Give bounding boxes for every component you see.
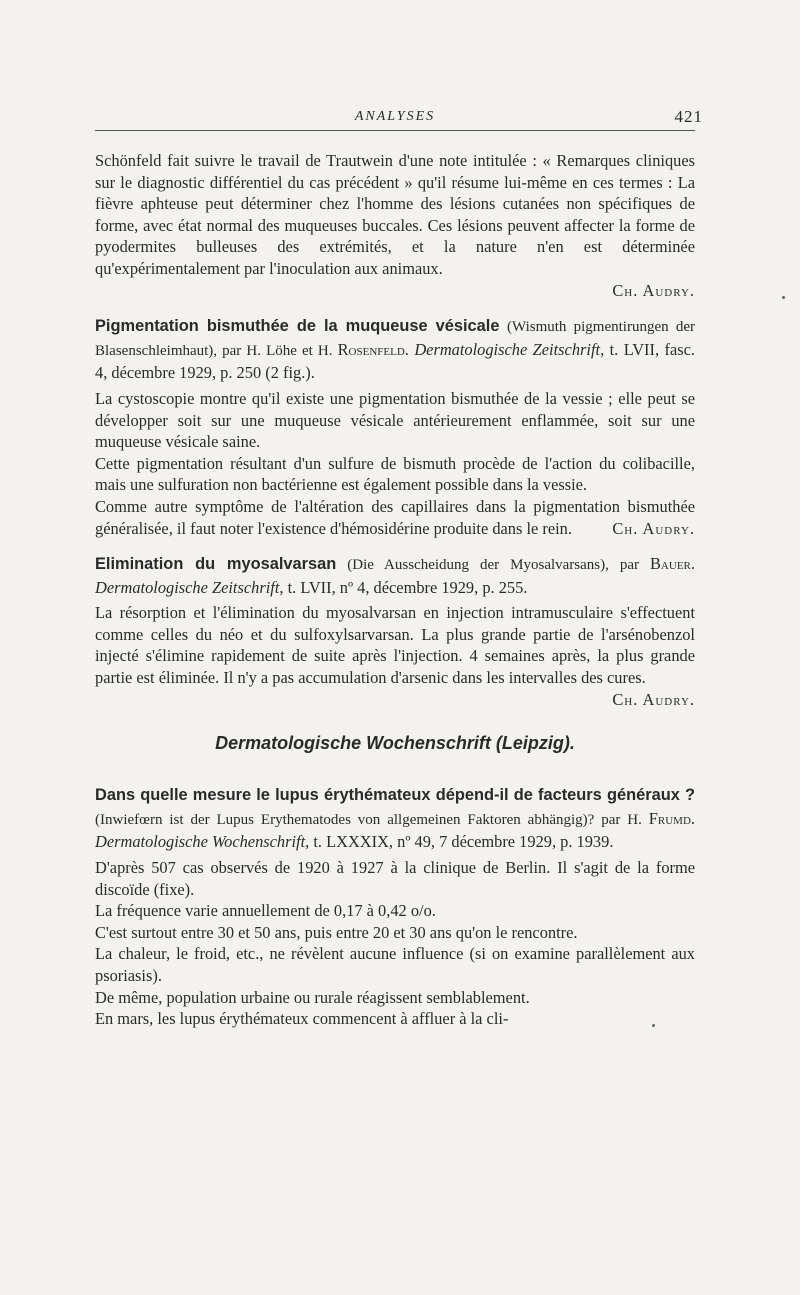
article-signature: Ch. Audry. (612, 518, 695, 538)
article-paragraph-text: La résorption et l'élimination du myosalvarsan en injection intramusculaire s'effectuent comme celles du néo et du sulfoxylsarvarsan. La plus grande partie de l'arsénobenzol injecté s'élimine rapidement de suite après l'injection. 4 semaines après, la plus grande partie est éliminée. Il n'y a pas accumulation d'arsenic dans les intervalles des cures. (95, 603, 695, 688)
intro-section (95, 150, 695, 301)
article-journal: Dermatologische Wochenschrift (95, 832, 306, 852)
article-myosalvarsan (95, 553, 695, 709)
article-paragraph: La cystoscopie montre qu'il existe une pigmentation bismuthée de la vessie ; elle peut se développer soit sur une muqueuse vésicale antérieurement enflammée, soit sur une muqueuse vésicale saine. (95, 388, 695, 452)
article-pigmentation (95, 315, 695, 539)
article-paragraph (95, 496, 695, 539)
article-ref-text: (Die Ausscheidung der Myosalvarsans), par (336, 557, 650, 574)
article-ref-sep: . (690, 554, 695, 574)
article-author: Bauer (650, 554, 691, 574)
article-ref-sep: . (690, 808, 695, 828)
article-title: Pigmentation bismuthée de la muqueuse vésicale (95, 317, 500, 336)
article-journal: Dermatologische Zeitschrift (414, 339, 601, 359)
article-heading (95, 553, 695, 598)
article-heading (95, 315, 695, 384)
running-title: ANALYSES (354, 109, 436, 124)
article-ref-text: (Wismuth pigmentirungen der Blasenschleimhaut), par H. Löhe et H. (95, 319, 695, 359)
article-ref-sep: . (404, 339, 415, 359)
article-paragraph-text: Comme autre symptôme de l'altération des capillaires dans la pigmentation bismuthée généralisée, il faut noter l'existence d'hémosidérine produite dans le rein. (95, 496, 695, 538)
article-paragraph: De même, population urbaine ou rurale réagissent semblablement. (95, 987, 530, 1007)
intro-paragraph: Schönfeld fait suivre le travail de Trautwein d'une note intitulée : « Remarques cliniques sur le diagnostic différentiel du cas précédent » qu'il résume lui-même en ces termes : La fièvre aphteuse peut déterminer chez l'homme des lésions cutanées non spécifiques de forme, avec état normal des muqueuses buccales. Ces lésions peuvent affecter la forme de pyodermites bulleuses des extrémités, et la nature n'en est déterminée qu'expérimentalement par l'inoculation aux animaux. (95, 151, 695, 278)
article-author: Frumd (648, 808, 691, 828)
article-title: Elimination du myosalvarsan (95, 555, 337, 574)
article-signature: Ch. Audry. (612, 689, 695, 709)
article-ref-end: , t. LVII, fasc. 4, décembre 1929, p. 250 (2 fig.). (95, 339, 695, 383)
article-paragraph: D'après 507 cas observés de 1920 à 1927 à la clinique de Berlin. Il s'agit de la forme discoïde (fixe). (95, 858, 695, 899)
article-paragraph: C'est surtout entre 30 et 50 ans, puis entre 20 et 30 ans qu'on le rencontre. (95, 922, 578, 942)
article-journal: Dermatologische Zeitschrift (95, 577, 280, 597)
running-header (95, 107, 703, 131)
article-author: Rosenfeld (337, 339, 405, 359)
article-paragraph: La chaleur, le froid, etc., ne révèlent aucune influence (si on examine parallèlement aux psoriasis). (95, 944, 695, 985)
article-ref-end: , t. LVII, nº 4, décembre 1929, p. 255. (279, 577, 528, 597)
text-column (95, 150, 695, 1030)
article-paragraph: Cette pigmentation résultant d'un sulfure de bismuth procède de l'action du colibacille, mais une sulfuration non bactérienne est également possible dans la vessie. (95, 453, 695, 495)
journal-section-title: Dermatologische Wochenschrift (Leipzig). (215, 732, 575, 753)
page-number: 421 (674, 107, 703, 126)
article-ref-end: , t. LXXXIX, nº 49, 7 décembre 1929, p. 1939. (305, 832, 614, 852)
article-title: Dans quelle mesure le lupus érythémateux dépend-il de facteurs généraux ? (95, 786, 695, 805)
article-paragraph (95, 602, 695, 709)
intro-signature: Ch. Audry. (612, 280, 695, 300)
article-paragraph: En mars, les lupus érythémateux commencent à affluer à la cli- (95, 1009, 509, 1029)
article-heading (95, 784, 695, 853)
article-ref-text: (Inwiefœrn ist der Lupus Erythematodes von allgemeinen Faktoren abhängig)? par H. (95, 811, 649, 828)
article-paragraph: La fréquence varie annuellement de 0,17 à 0,42 o/o. (95, 901, 436, 921)
margin-speck (652, 1024, 655, 1027)
header-rule (95, 130, 695, 131)
margin-speck (782, 296, 785, 299)
article-lupus (95, 784, 695, 1030)
